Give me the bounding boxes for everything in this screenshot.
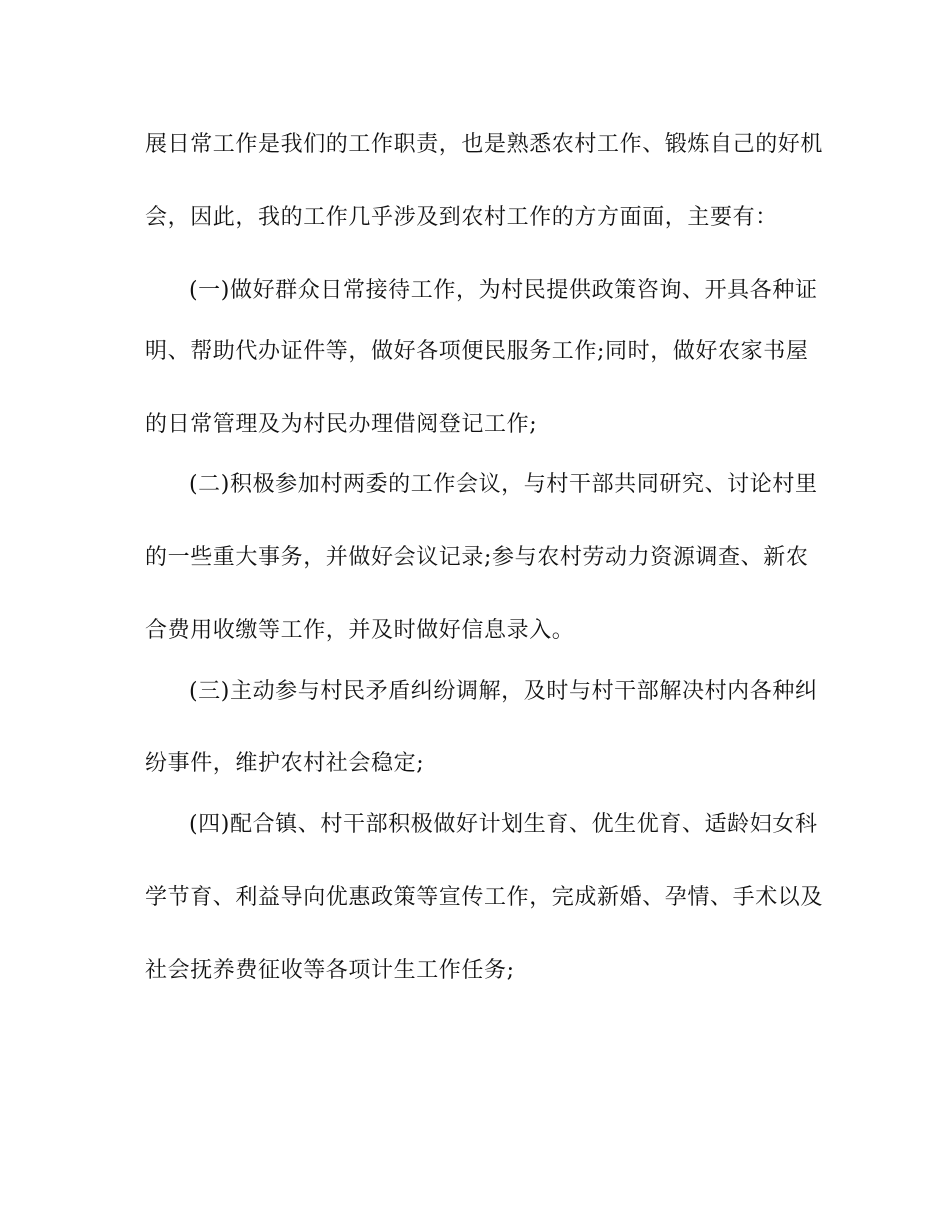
paragraph-item-1-start: (一)做好群众日常接待工作，为村民提供政策咨询、开具各种证 [189,278,818,303]
body-text-line: 纷事件，维护农村社会稳定; [145,751,425,776]
body-text-line: 的一些重大事务，并做好会议记录;参与农村劳动力资源调查、新农 [145,545,809,570]
body-text-line: 学节育、利益导向优惠政策等宣传工作，完成新婚、孕情、手术以及 [145,885,824,910]
body-text-line: 会，因此，我的工作几乎涉及到农村工作的方方面面，主要有： [145,205,778,230]
body-text-line: 明、帮助代办证件等，做好各项便民服务工作;同时，做好农家书屋 [145,339,809,364]
paragraph-item-2-start: (二)积极参加村两委的工作会议，与村干部共同研究、讨论村里 [189,472,818,497]
body-text-line: 社会抚养费征收等各项计生工作任务; [145,958,515,983]
body-text-line: 展日常工作是我们的工作职责，也是熟悉农村工作、锻炼自己的好机 [145,132,824,157]
body-text-line: 合费用收缴等工作，并及时做好信息录入。 [145,618,575,643]
paragraph-item-3-start: (三)主动参与村民矛盾纠纷调解，及时与村干部解决村内各种纠 [189,679,818,704]
paragraph-item-4-start: (四)配合镇、村干部积极做好计划生育、优生优育、适龄妇女科 [189,812,818,837]
body-text-line: 的日常管理及为村民办理借阅登记工作; [145,412,538,437]
